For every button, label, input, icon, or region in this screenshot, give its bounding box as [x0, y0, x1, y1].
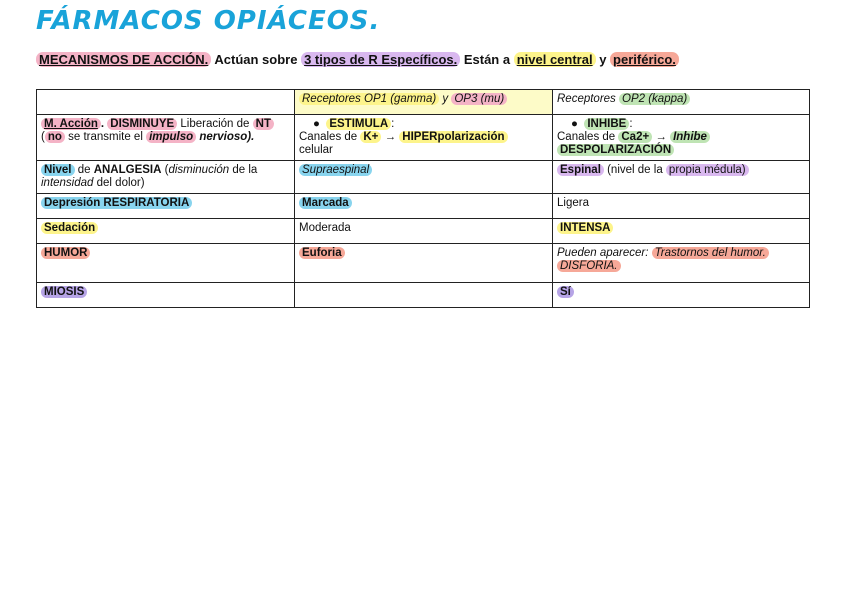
intense-label: INTENSA: [557, 222, 613, 234]
cell-text: se transmite el: [64, 131, 147, 143]
table-cell: [553, 194, 810, 219]
cell-text: de: [74, 164, 94, 176]
subtitle: [36, 52, 679, 67]
cell-text: disminución: [168, 164, 230, 176]
level-label: Nivel: [41, 164, 75, 176]
opioid-table: [36, 89, 810, 308]
table-header-row: [37, 90, 810, 115]
table-cell: [37, 219, 295, 244]
table-row: [37, 244, 810, 283]
table-cell: [295, 161, 553, 194]
marked-label: Marcada: [299, 197, 352, 209]
depol-label: DESPOLARIZACIÓN: [557, 144, 674, 156]
mood-label: HUMOR: [41, 247, 90, 259]
inhibe-label: Inhibe: [670, 131, 710, 143]
cell-text: Canales de: [299, 131, 361, 143]
decrease-label: DISMINUYE: [107, 118, 177, 130]
subtitle-text: Están a: [460, 52, 514, 67]
cell-text: (: [41, 131, 45, 143]
list-item: ● ESTIMULA :: [313, 118, 395, 130]
connector-text: y: [439, 93, 452, 105]
table-row: [37, 219, 810, 244]
table-cell: [295, 244, 553, 283]
table-row: [37, 161, 810, 194]
yes-label: Sí: [557, 286, 574, 298]
subtitle-text: Actúan sobre: [211, 52, 302, 67]
table-cell: [37, 161, 295, 194]
receptor-text: Receptores: [557, 93, 620, 105]
subtitle-peripheral: periférico.: [610, 52, 679, 67]
table-cell: [295, 283, 553, 308]
cell-text: del dolor): [93, 177, 145, 189]
table-cell: [295, 115, 553, 161]
table-row: [37, 283, 810, 308]
mood-disorders-label: Trastornos del humor.: [652, 247, 769, 259]
table-cell: [37, 283, 295, 308]
cell-text: Canales de: [557, 131, 619, 143]
table-row: [37, 194, 810, 219]
ca-label: Ca2+: [618, 131, 652, 143]
supraspinal-label: Supraespinal: [299, 164, 372, 176]
cell-text: .: [100, 118, 108, 130]
table-cell: [553, 219, 810, 244]
cell-text: (: [161, 164, 169, 176]
table-cell: [553, 90, 810, 115]
table-cell: [37, 90, 295, 115]
table-cell: [553, 161, 810, 194]
cell-text: intensidad: [41, 177, 94, 189]
op1-label: Receptores OP1 (gamma): [299, 93, 439, 105]
nt-label: NT: [253, 118, 274, 130]
moderate-label: Moderada: [299, 222, 351, 234]
miosis-label: MIOSIS: [41, 286, 87, 298]
medulla-label: propia médula): [666, 164, 749, 176]
table-cell: [37, 244, 295, 283]
k-label: K+: [360, 131, 381, 143]
table-cell: [295, 219, 553, 244]
hyper-label: HIPERpolarización: [399, 131, 507, 143]
table-cell: [37, 115, 295, 161]
cell-text: celular: [299, 144, 333, 156]
light-label: Ligera: [557, 197, 589, 209]
cell-text: (nivel de la: [603, 164, 666, 176]
cell-text: :: [391, 118, 395, 130]
table-cell: [37, 194, 295, 219]
subtitle-text: y: [595, 52, 611, 67]
page-title: FÁRMACOS OPIÁCEOS.: [36, 6, 381, 36]
cell-text: :: [629, 118, 633, 130]
table-cell: [295, 194, 553, 219]
table-cell: [553, 283, 810, 308]
table-row: [37, 115, 810, 161]
cell-text: Pueden aparecer:: [557, 247, 652, 259]
no-label: no: [45, 131, 65, 143]
cell-text: nervioso).: [196, 131, 255, 143]
respiratory-label: Depresión RESPIRATORIA: [41, 197, 192, 209]
subtitle-receptor-types: 3 tipos de R Específicos.: [301, 52, 460, 67]
table-cell: [553, 115, 810, 161]
list-item: ● INHIBE :: [571, 118, 633, 130]
inhibits-label: INHIBE: [584, 118, 629, 130]
op2-label: OP2 (kappa): [619, 93, 690, 105]
op3-label: OP3 (mu): [451, 93, 507, 105]
dysphoria-label: DISFORIA.: [557, 260, 621, 272]
impulse-label: impulso: [146, 131, 196, 143]
table-cell: [295, 90, 553, 115]
subtitle-mechanisms: MECANISMOS DE ACCIÓN.: [36, 52, 211, 67]
mechanism-label: M. Acción: [41, 118, 101, 130]
subtitle-central: nivel central: [514, 52, 596, 67]
table-cell: [553, 244, 810, 283]
arrow-text: →: [652, 131, 671, 143]
stimulates-label: ESTIMULA: [326, 118, 391, 130]
spinal-label: Espinal: [557, 164, 604, 176]
cell-text: Liberación de: [177, 118, 253, 130]
euphoria-label: Euforia: [299, 247, 345, 259]
arrow-text: →: [381, 131, 400, 143]
analgesia-label: ANALGESIA: [93, 164, 162, 176]
sedation-label: Sedación: [41, 222, 98, 234]
cell-text: de la: [229, 164, 258, 176]
